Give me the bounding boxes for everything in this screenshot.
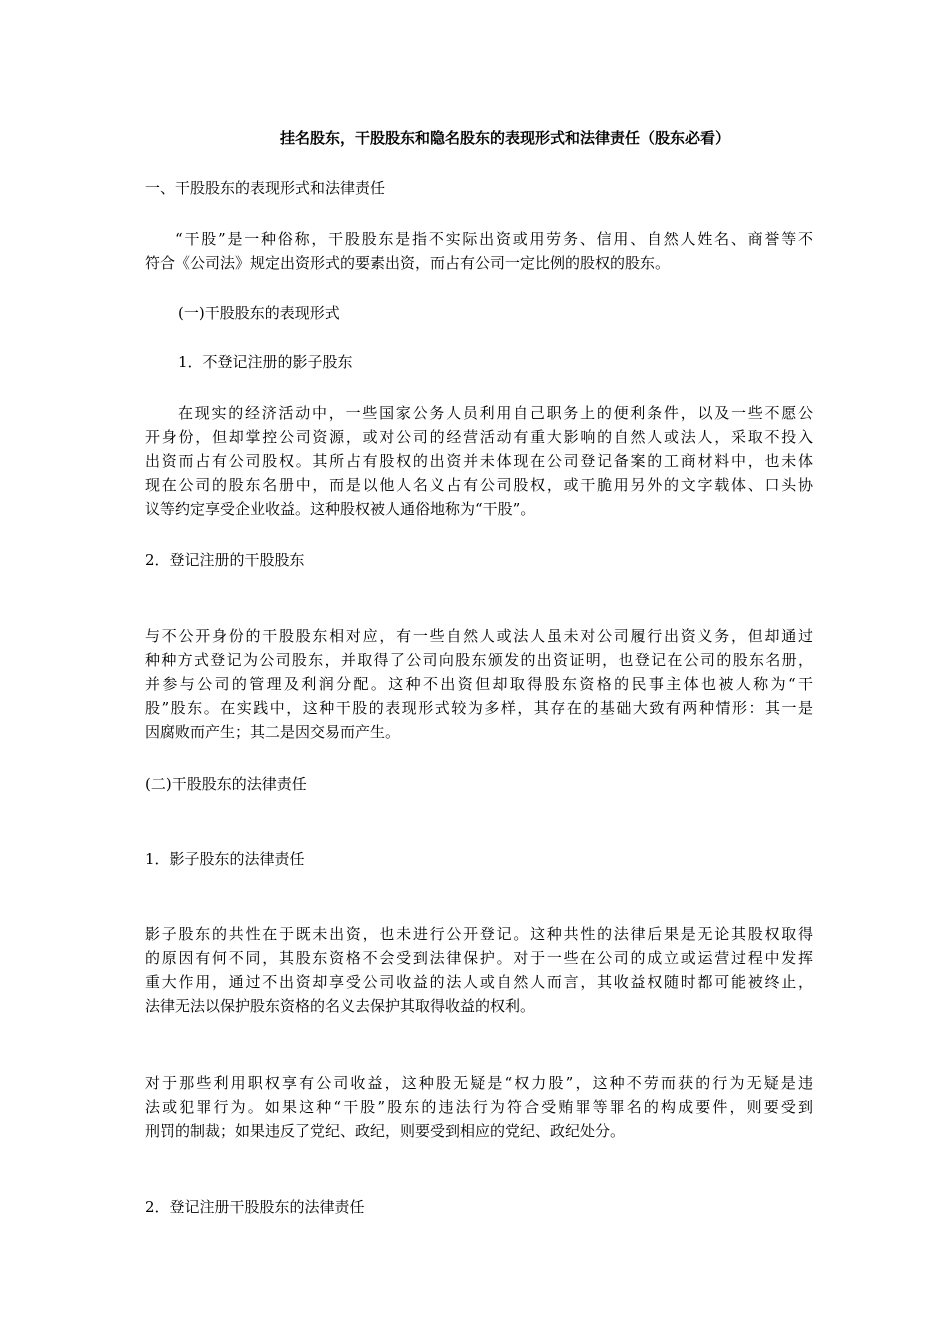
paragraph-line: 现在公司的股东名册中，而是以他人名义占有公司股权，或干脆用另外的文字载体、口头协 — [145, 476, 813, 494]
section-heading: 一、干股股东的表现形式和法律责任 — [145, 179, 386, 197]
paragraph-line: 对于那些利用职权享有公司收益，这种股无疑是“权力股”，这种不劳而获的行为无疑是违 — [145, 1074, 813, 1092]
liability1b-paragraph — [145, 1071, 813, 1143]
paragraph-line: 议等约定享受企业收益。这种股权被人通俗地称为“干股”。 — [145, 500, 536, 518]
item1-paragraph — [145, 401, 813, 521]
paragraph-line: 在现实的经济活动中，一些国家公务人员利用自己职务上的便利条件，以及一些不愿公 — [178, 404, 813, 422]
subsection-heading: (二)干股股东的法律责任 — [145, 775, 307, 793]
subsection-heading: (一)干股股东的表现形式 — [178, 304, 340, 322]
document-title: 挂名股东，干股股东和隐名股东的表现形式和法律责任（股东必看） — [280, 129, 731, 147]
item-heading: 1．不登记注册的影子股东 — [178, 353, 353, 371]
paragraph-line: 与不公开身份的干股股东相对应，有一些自然人或法人虽未对公司履行出资义务，但却通过 — [145, 627, 813, 645]
item-heading: 1．影子股东的法律责任 — [145, 850, 305, 868]
item2-paragraph — [145, 624, 813, 744]
paragraph-line: 刑罚的制裁；如果违反了党纪、政纪，则要受到相应的党纪、政纪处分。 — [145, 1122, 626, 1140]
paragraph-line: 出资而占有公司股权。其所占有股权的出资并未体现在公司登记备案的工商材料中，也未体 — [145, 452, 813, 470]
item-heading: 2．登记注册干股股东的法律责任 — [145, 1198, 365, 1216]
paragraph-line: 法律无法以保护股东资格的名义去保护其取得收益的权利。 — [145, 997, 536, 1015]
intro-paragraph — [145, 227, 813, 275]
paragraph-line: 法或犯罪行为。如果这种“干股”股东的违法行为符合受贿罪等罪名的构成要件，则要受到 — [145, 1098, 813, 1116]
paragraph-line: 的原因有何不同，其股东资格不会受到法律保护。对于一些在公司的成立或运营过程中发挥 — [145, 949, 813, 967]
paragraph-line: 开身份，但却掌控公司资源，或对公司的经营活动有重大影响的自然人或法人，采取不投入 — [145, 428, 813, 446]
paragraph-line: 并参与公司的管理及利润分配。这种不出资但却取得股东资格的民事主体也被人称为“干 — [145, 675, 813, 693]
paragraph-line: 种种方式登记为公司股东，并取得了公司向股东颁发的出资证明，也登记在公司的股东名册， — [145, 651, 813, 669]
paragraph-line: 影子股东的共性在于既未出资，也未进行公开登记。这种共性的法律后果是无论其股权取得 — [145, 925, 813, 943]
item-heading: 2．登记注册的干股股东 — [145, 551, 305, 569]
paragraph-line: “干股”是一种俗称，干股股东是指不实际出资或用劳务、信用、自然人姓名、商誉等不 — [175, 230, 813, 248]
paragraph-line: 重大作用，通过不出资却享受公司收益的法人或自然人而言，其收益权随时都可能被终止， — [145, 973, 813, 991]
paragraph-line: 符合《公司法》规定出资形式的要素出资，而占有公司一定比例的股权的股东。 — [145, 254, 671, 272]
liability1-paragraph — [145, 922, 813, 1018]
paragraph-line: 因腐败而产生；其二是因交易而产生。 — [145, 723, 401, 741]
paragraph-line: 股”股东。在实践中，这种干股的表现形式较为多样，其存在的基础大致有两种情形：其一是 — [145, 699, 813, 717]
